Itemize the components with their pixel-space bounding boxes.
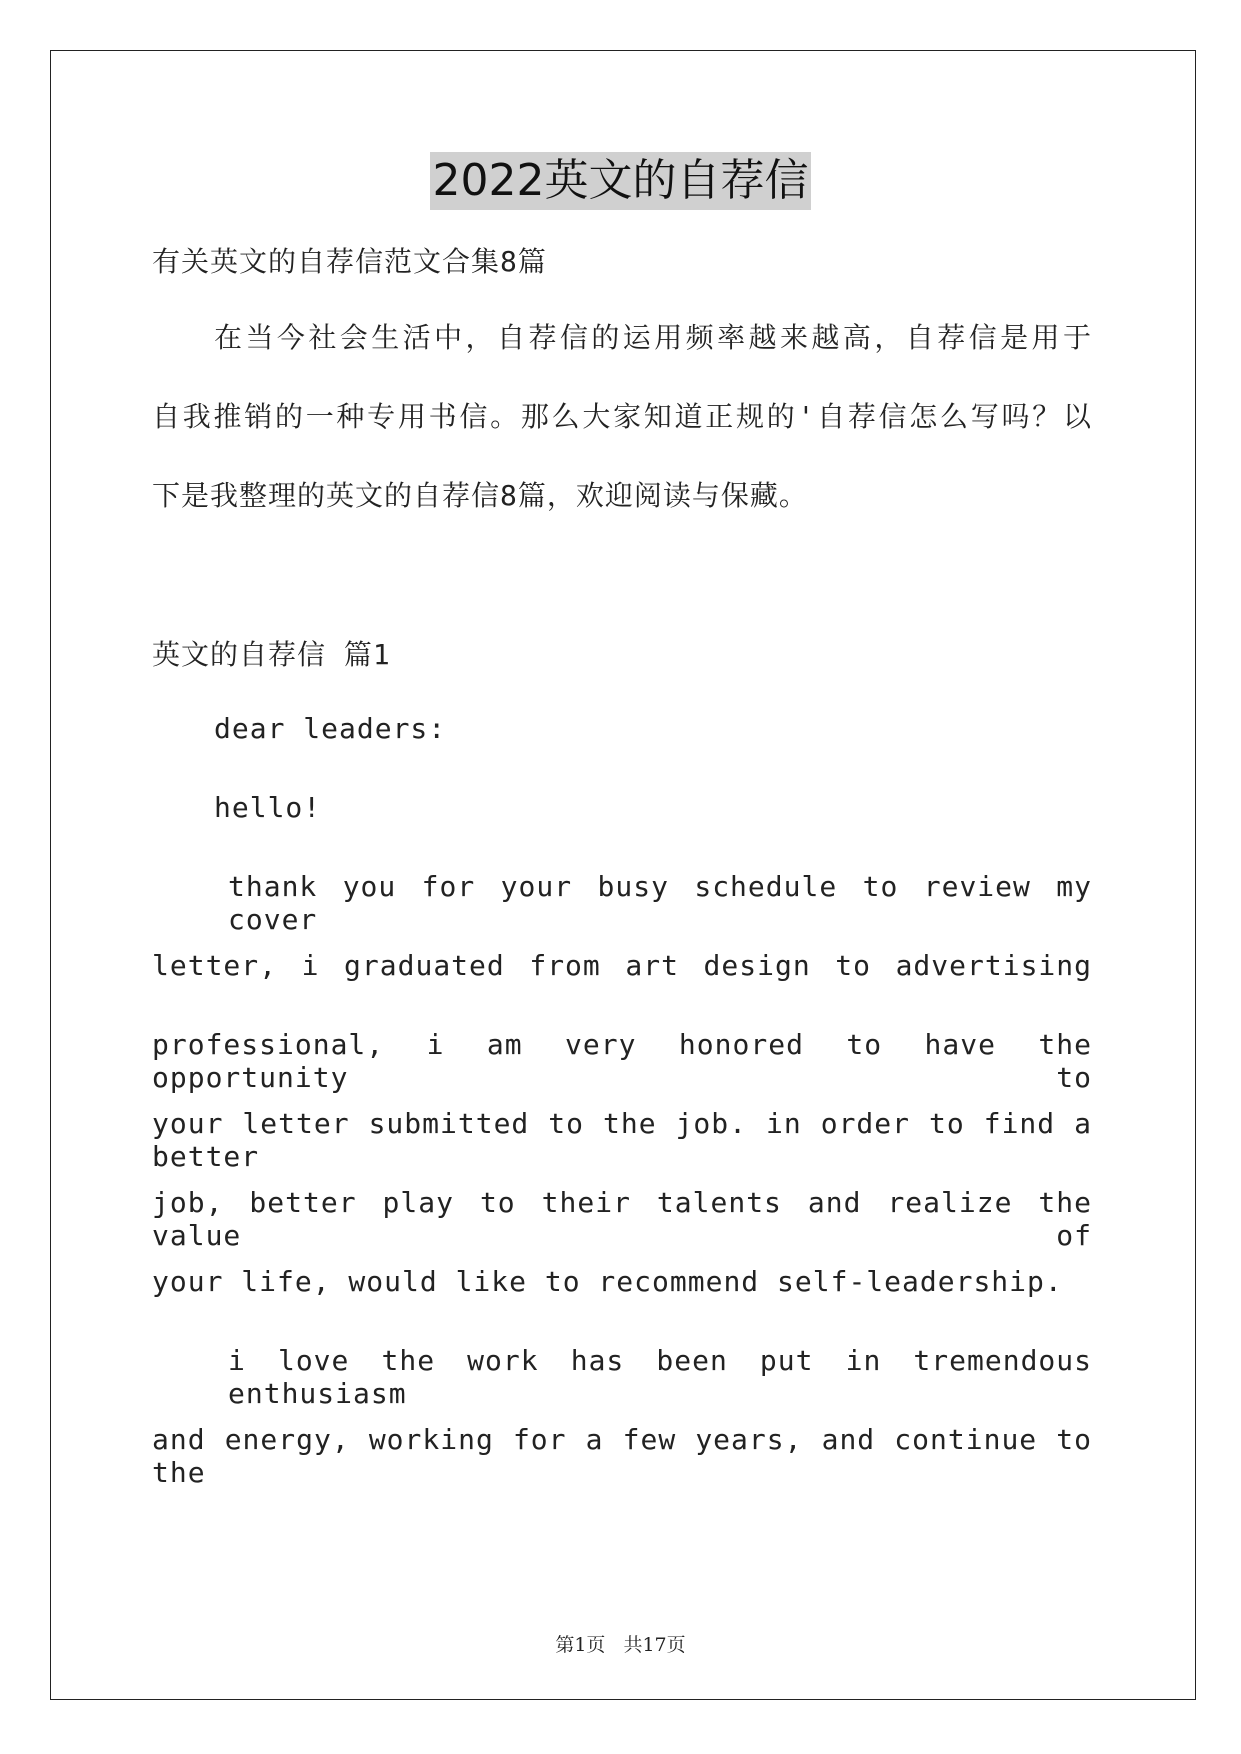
page-total: 共17页 bbox=[623, 1634, 686, 1656]
salutation: dear leaders: bbox=[214, 712, 447, 745]
paragraph1-line-5: job, better play to their talents and realize the value of bbox=[152, 1186, 1092, 1252]
page-number: 第1页 bbox=[555, 1634, 606, 1656]
title-container bbox=[0, 152, 1241, 210]
page-footer bbox=[0, 1630, 1241, 1657]
document-title: 2022英文的自荐信 bbox=[430, 152, 812, 210]
paragraph1-line-3: professional, i am very honored to have the opportunity to bbox=[152, 1028, 1092, 1094]
paragraph2-line-1: i love the work has been put in tremendous enthusiasm bbox=[228, 1344, 1092, 1410]
subtitle: 有关英文的自荐信范文合集8篇 bbox=[152, 245, 547, 278]
greeting: hello! bbox=[214, 791, 322, 824]
paragraph2-line-2: and energy, working for a few years, and continue to the bbox=[152, 1423, 1092, 1489]
intro-line-3: 下是我整理的英文的自荐信8篇，欢迎阅读与保藏。 bbox=[152, 479, 808, 512]
paragraph1-line-4: your letter submitted to the job. in order to find a better bbox=[152, 1107, 1092, 1173]
paragraph1-line-2: letter, i graduated from art design to advertising bbox=[152, 949, 1092, 982]
section-heading: 英文的自荐信 篇1 bbox=[152, 638, 391, 671]
intro-line-2: 自我推销的一种专用书信。那么大家知道正规的'自荐信怎么写吗？以 bbox=[152, 400, 1092, 433]
intro-line-1: 在当今社会生活中，自荐信的运用频率越来越高，自荐信是用于 bbox=[214, 321, 1092, 354]
paragraph1-line-1: thank you for your busy schedule to review my cover bbox=[228, 870, 1092, 936]
paragraph1-line-6: your life, would like to recommend self-leadership. bbox=[152, 1265, 1063, 1298]
